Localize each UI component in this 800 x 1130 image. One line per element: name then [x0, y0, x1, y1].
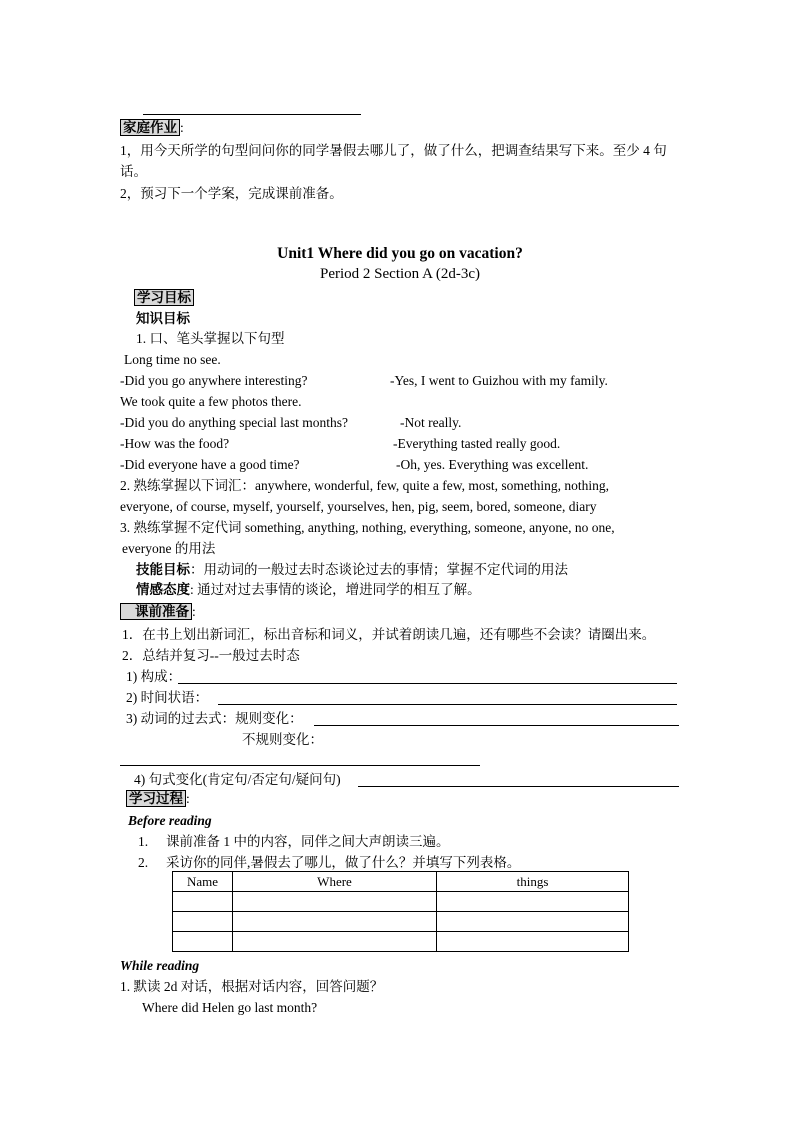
objective-point-1: 1. 口、笔头掌握以下句型: [136, 331, 285, 346]
step-1-num: 1.: [138, 834, 149, 849]
preparation-item-1: 1．在书上划出新词汇，标出音标和词义，并试着朗读几遍，还有哪些不会读？请圈出来。: [122, 627, 656, 642]
table-row: [173, 912, 629, 932]
objectives-heading-row: [134, 289, 194, 307]
dialog-q-4: -How was the food?: [120, 436, 230, 451]
dialog-q-1: -Did you go anywhere interesting?: [120, 373, 308, 388]
skill-label: 技能目标: [136, 562, 190, 577]
emotion-label: 情感态度: [136, 582, 190, 597]
prep-sub-1-line: [178, 683, 677, 684]
preparation-item-2: 2．总结并复习--一般过去时态: [122, 648, 300, 663]
homework-heading: 家庭作业: [120, 119, 180, 136]
prep-sub-4-line: [358, 786, 679, 787]
period-title: Period 2 Section A (2d-3c): [320, 266, 480, 282]
prep-irregular: 不规则变化：: [242, 732, 323, 747]
homework-item-1-cont: 话。: [120, 164, 147, 179]
emotion-objective: 情感态度: 通过对过去事情的谈论，增进同学的相互了解。: [136, 582, 481, 597]
prep-sub-1: 1) 构成：: [126, 669, 182, 684]
objective-point-3-cont: everyone 的用法: [122, 541, 216, 556]
dialog-q-3: -Did you do anything special last months?: [120, 415, 348, 430]
header-where: Where: [233, 872, 437, 892]
objective-point-3: 3. 熟练掌握不定代词 something, anything, nothing, everything, someone, anyone, no one,: [120, 520, 615, 535]
while-reading-item-1: 1. 默读 2d 对话，根据对话内容，回答问题？: [120, 979, 384, 994]
knowledge-heading: 知识目标: [136, 311, 190, 326]
process-heading-row: 学习过程 :: [126, 790, 190, 808]
prep-sub-4: 4) 句式变化(肯定句/否定句/疑问句): [134, 772, 341, 787]
header-name: Name: [173, 872, 233, 892]
objectives-heading: 学习目标: [134, 289, 194, 306]
prep-sub-2-line: [218, 704, 677, 705]
table-row: [173, 892, 629, 912]
dialog-a-1: -Yes, I went to Guizhou with my family.: [390, 373, 608, 388]
header-things: things: [437, 872, 629, 892]
step-1: 课前准备 1 中的内容，同伴之间大声朗读三遍。: [166, 834, 450, 849]
table-row: [173, 932, 629, 952]
dialog-a-5: -Oh, yes. Everything was excellent.: [396, 457, 589, 472]
dialog-q-5: -Did everyone have a good time?: [120, 457, 300, 472]
dialog-a-4: -Everything tasted really good.: [393, 436, 561, 451]
prep-irregular-line: [120, 765, 480, 766]
while-reading-question: Where did Helen go last month?: [142, 1000, 318, 1015]
prep-sub-3: 3) 动词的过去式：规则变化：: [126, 711, 303, 726]
preparation-heading-row: 课前准备 :: [120, 603, 196, 621]
interview-table: [172, 871, 629, 952]
before-reading-heading: Before reading: [128, 813, 212, 828]
while-reading-heading: While reading: [120, 958, 200, 973]
dialog-q-2: We took quite a few photos there.: [120, 394, 302, 409]
homework-item-1: 1，用今天所学的句型问问你的同学暑假去哪儿了，做了什么，把调查结果写下来。至少 4 句: [120, 143, 667, 158]
table-header-row: [173, 872, 629, 892]
step-2-num: 2.: [138, 855, 149, 870]
homework-heading-row: 家庭作业 :: [120, 119, 184, 137]
preparation-heading: 课前准备: [120, 603, 192, 620]
objective-point-2-cont: everyone, of course, myself, yourself, yourselves, hen, pig, seem, bored, someone, diary: [120, 499, 597, 514]
step-2: 采访你的同伴,暑假去了哪儿，做了什么？并填写下列表格。: [166, 855, 521, 870]
objective-point-2: 2. 熟练掌握以下词汇：anywhere, wonderful, few, quite a few, most, something, nothing,: [120, 478, 610, 493]
homework-item-2: 2，预习下一个学案，完成课前准备。: [120, 186, 343, 201]
prep-sub-2: 2) 时间状语：: [126, 690, 209, 705]
skill-objective: 技能目标：用动词的一般过去时态谈论过去的事情；掌握不定代词的用法: [136, 562, 568, 577]
unit-title: Unit1 Where did you go on vacation?: [277, 245, 523, 262]
prep-sub-3-line: [314, 725, 679, 726]
process-heading: 学习过程: [126, 790, 186, 807]
top-answer-line: [143, 114, 361, 115]
dialog-a-3: -Not really.: [400, 415, 462, 430]
long-time-line: Long time no see.: [124, 352, 221, 367]
